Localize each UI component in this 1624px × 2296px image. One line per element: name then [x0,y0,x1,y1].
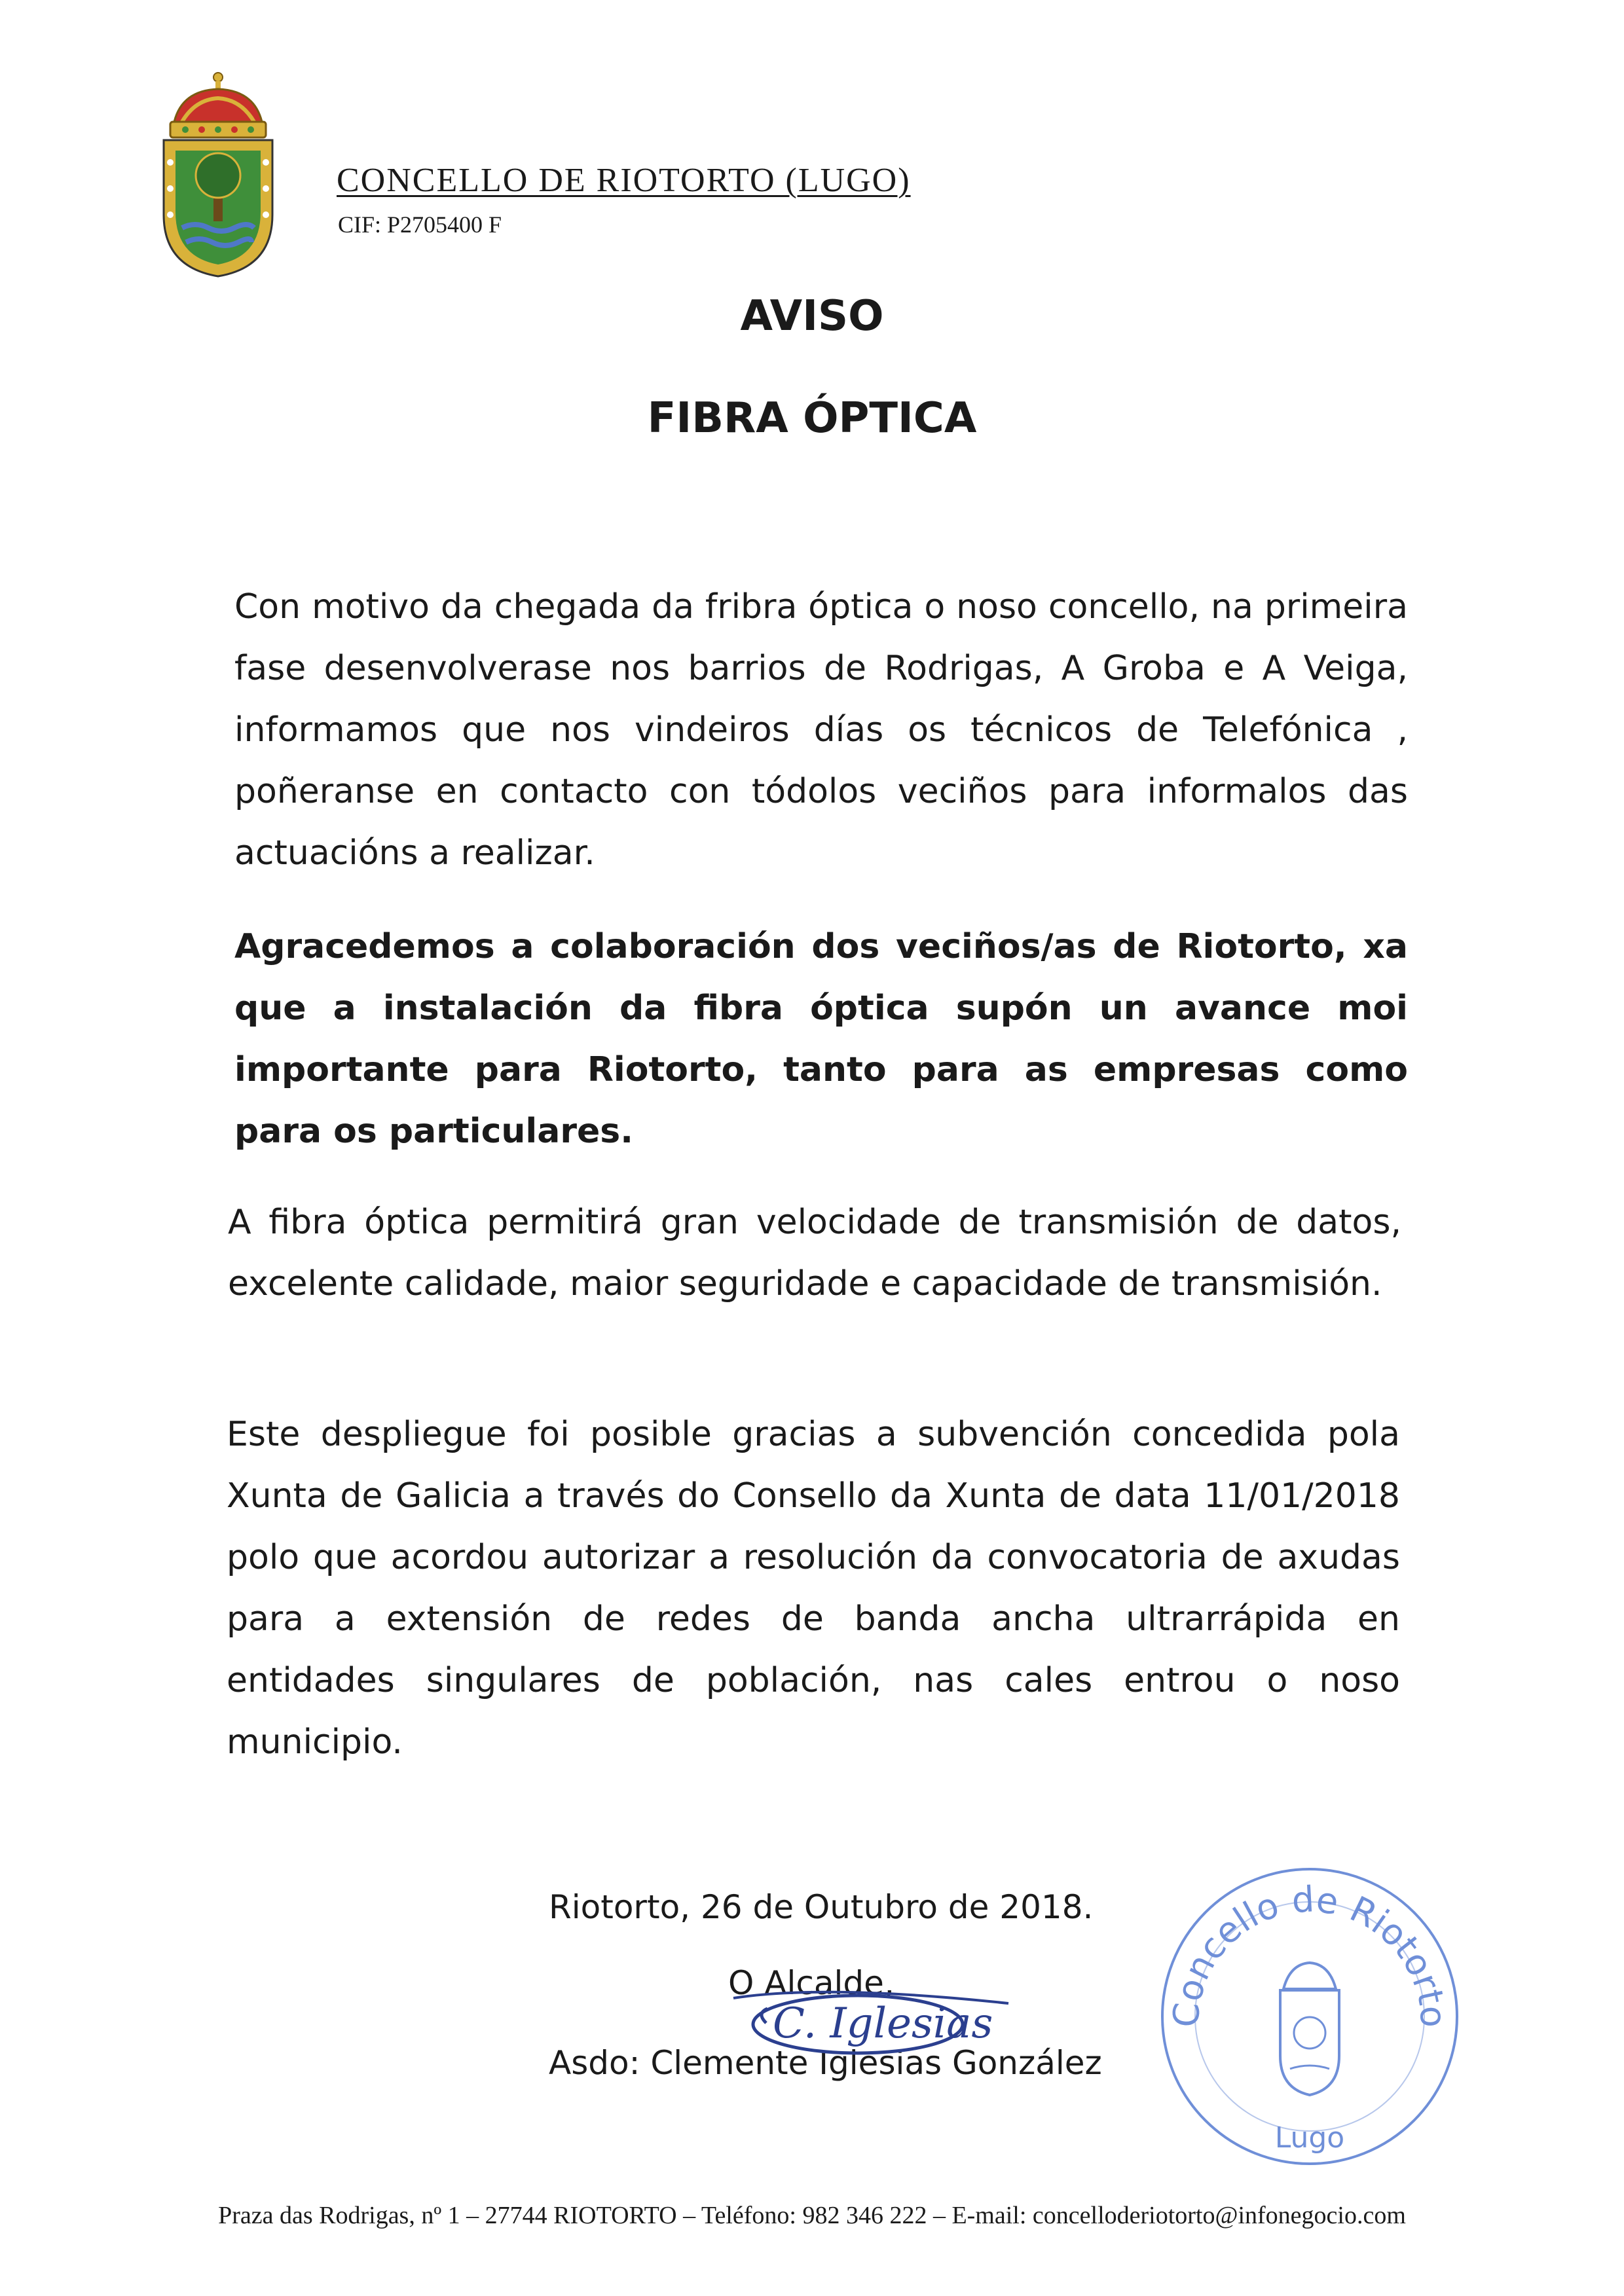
signed-by-line: Asdo: Clemente Iglesias González [549,2044,1102,2082]
body-paragraph-3: A fibra óptica permitirá gran velocidade de transmisión de datos, excelente calidade, maior seguridade e capacidade de transmisión. [228,1203,1401,1303]
date-line: Riotorto, 26 de Outubro de 2018. [549,1888,1094,1926]
body-paragraph-1: Con motivo da chegada da fribra óptica o noso concello, na primeira fase desenvolverase nos barrios de Rodrigas, A Groba e A Veiga, informamos que nos vindeiros días os técnicos de Telefónica , poñeranse en contacto con tódolos veciños para informalos das actuacións a realizar. [234,587,1408,873]
body-paragraph-2-bold: Agracedemos a colaboración dos veciños/as de Riotorto, xa que a instalación da fibra óptica supón un avance moi importante para Riotorto, tanto para as empresas como para os particulares. [234,927,1408,1151]
svg-text:Concello de Riotorto: Concello de Riotorto [1165,1878,1454,2029]
body-paragraph-4: Este despliegue foi posible gracias a subvención concedida pola Xunta de Galicia a través do Consello da Xunta de data 11/01/2018 polo que acordou autorizar a resolución da convocatoria de axudas para a extensión de redes de banda ancha ultrarrápida en entidades singulares de población, nas cales entrou o noso municipio. [227,1415,1400,1762]
coat-of-arms-logo [156,71,280,279]
notice-title: AVISO [740,292,884,340]
handwritten-signature [694,1951,1022,2082]
notice-subtitle: FIBRA ÓPTICA [647,394,977,443]
svg-text:C. Iglesias: C. Iglesias [773,1999,993,2048]
mayor-title: O Alcalde, [728,1964,895,2002]
footer-contact: Praza das Rodrigas, nº 1 – 27744 RIOTORTO – Teléfono: 982 346 222 – E-mail: concelloderiotorto@infonegocio.com [218,2202,1406,2229]
organization-cif: CIF: P2705400 F [338,211,502,238]
organization-name: CONCELLO DE RIOTORTO (LUGO) [337,162,911,199]
official-stamp [1153,1859,1467,2174]
svg-text:Lugo: Lugo [1274,2121,1345,2155]
